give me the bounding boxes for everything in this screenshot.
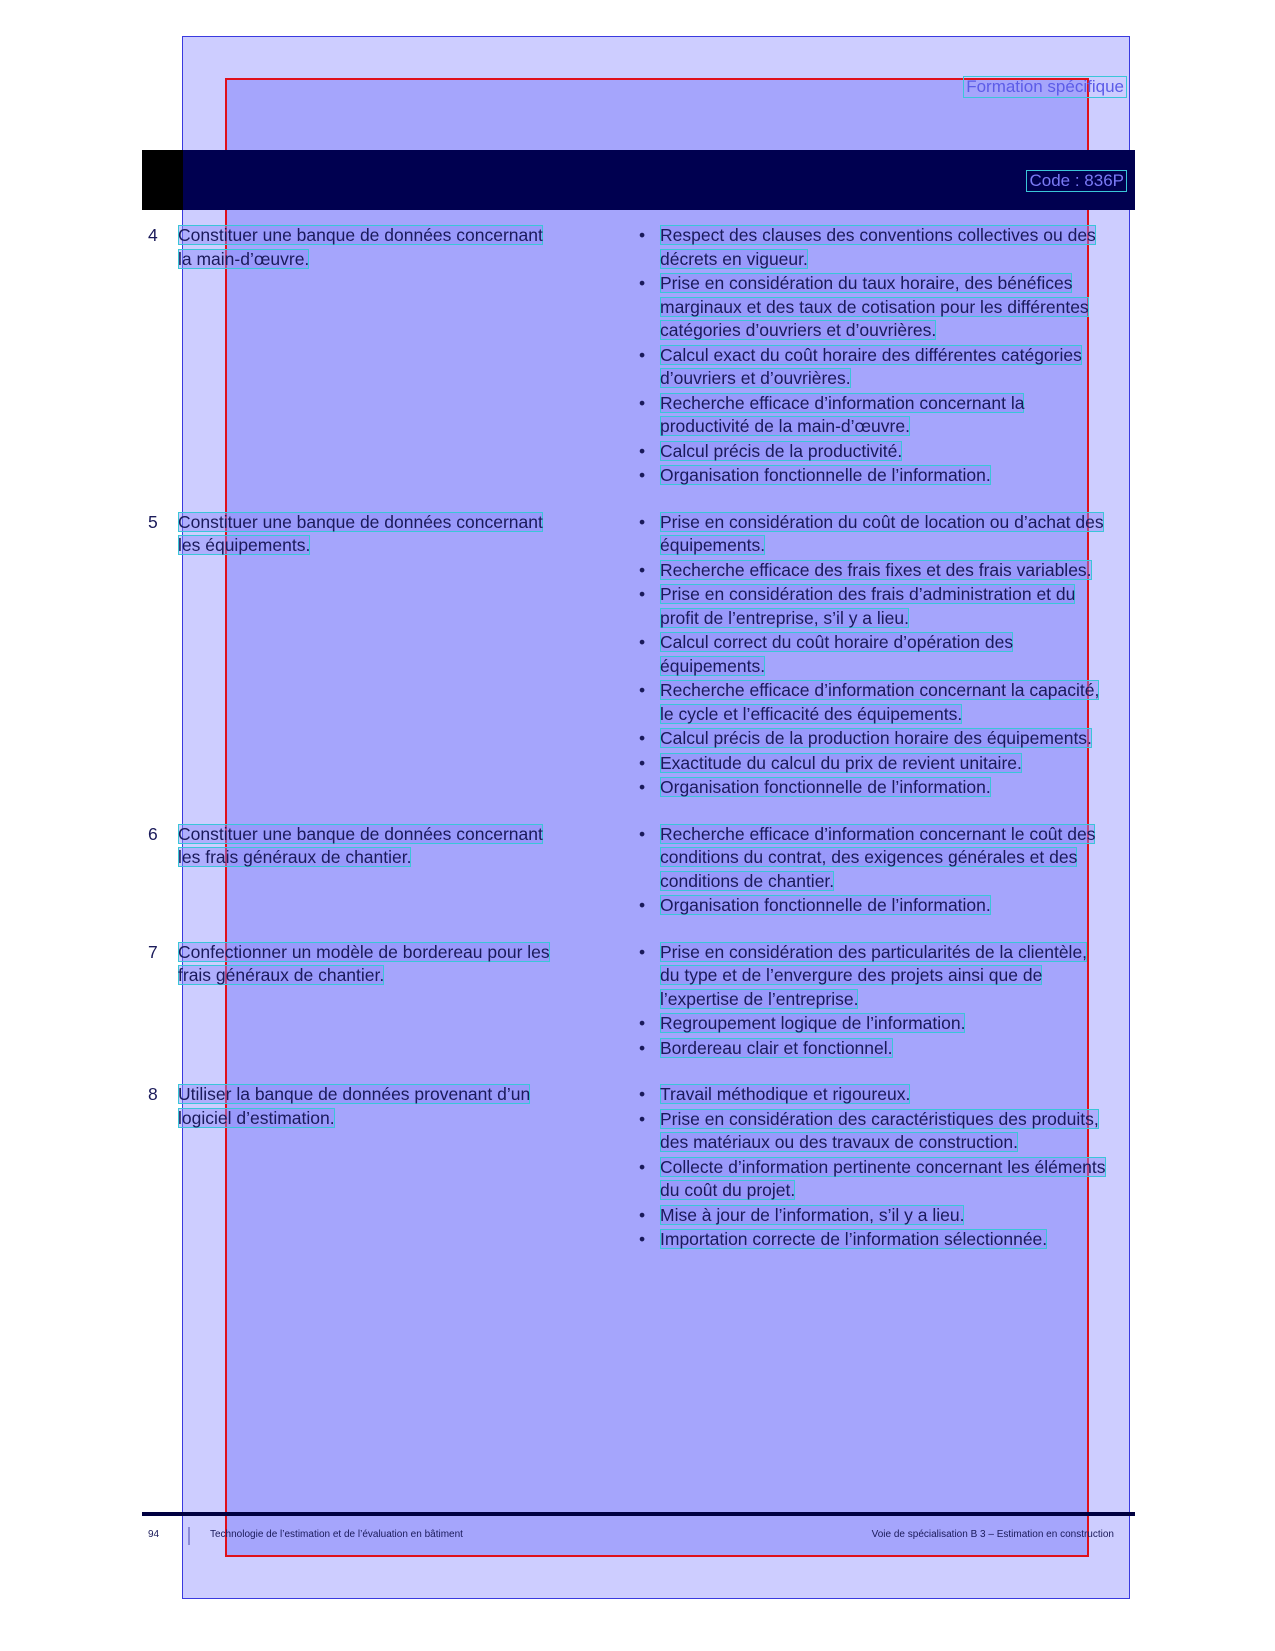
- bullet-icon: •: [639, 273, 646, 293]
- list-item: • Calcul précis de la productivité.: [638, 440, 1108, 464]
- footer-divider: [188, 1527, 190, 1545]
- page-number: 94: [148, 1529, 160, 1540]
- bullet-icon: •: [639, 895, 646, 915]
- list-item: • Recherche efficace d’information concernant le coût des conditions du contrat, des exigences générales et des conditions de chantier.: [639, 823, 1096, 891]
- bullet-icon: •: [639, 1108, 646, 1129]
- list-item: • Prise en considération des frais d’administration et du profit de l’entreprise, s’il y a lieu.: [639, 584, 1076, 628]
- task-line: la main-d’œuvre.: [178, 248, 310, 269]
- table-row: [148, 941, 1123, 1062]
- row-number: 8: [148, 1084, 158, 1104]
- list-item: • Calcul précis de la production horaire des équipements.: [638, 727, 1108, 751]
- task-description: [178, 511, 638, 558]
- bullet-icon: •: [639, 777, 646, 797]
- task-line: les frais généraux de chantier.: [178, 847, 412, 867]
- list-item: • Bordereau clair et fonctionnel.: [638, 1037, 1108, 1061]
- task-line: Constituer une banque de données concernant: [178, 823, 543, 844]
- row-number: 4: [148, 225, 158, 245]
- header-bar: [142, 150, 1135, 210]
- list-item: • Collecte d’information pertinente concernant les éléments du coût du projet.: [639, 1156, 1106, 1200]
- list-item: • Organisation fonctionnelle de l’information.: [638, 894, 1108, 918]
- list-item: • Organisation fonctionnelle de l’information.: [638, 464, 1108, 488]
- bullet-icon: •: [639, 1204, 646, 1225]
- footer-book-title: Technologie de l’estimation et de l’évaluation en bâtiment: [210, 1529, 463, 1540]
- bullet-icon: •: [639, 1084, 646, 1104]
- footer-program: Voie de spécialisation B 3 – Estimation en construction: [871, 1529, 1114, 1540]
- task-line: Utiliser la banque de données provenant d’un: [178, 1084, 531, 1104]
- criteria-table: [148, 224, 1123, 1253]
- footer-rule: [142, 1512, 1135, 1516]
- bullet-icon: •: [639, 344, 646, 365]
- bullet-icon: •: [639, 941, 646, 962]
- row-number: 7: [148, 941, 158, 962]
- list-item: • Recherche efficace des frais fixes et des frais variables.: [638, 559, 1108, 583]
- list-item: • Prise en considération des particularités de la clientèle, du type et de l’envergure des projets ainsi que de l’expertise de l’entreprise.: [639, 941, 1088, 1009]
- list-item: • Respect des clauses des conventions collectives ou des décrets en vigueur.: [639, 225, 1096, 269]
- list-item: • Prise en considération du taux horaire, des bénéfices marginaux et des taux de cotisation pour les différentes catégories d’ouvriers et d’ouvrières.: [639, 273, 1089, 340]
- list-item: • Prise en considération des caractéristiques des produits, des matériaux ou des travaux de construction.: [639, 1108, 1099, 1152]
- table-row: [148, 511, 1123, 801]
- criteria-list: [638, 224, 1108, 489]
- row-number: 5: [148, 511, 158, 532]
- table-row: [148, 224, 1123, 489]
- criteria-list: [638, 941, 1108, 1062]
- bullet-icon: •: [639, 1156, 646, 1177]
- criteria-list: [638, 1083, 1108, 1253]
- bullet-icon: •: [639, 1229, 646, 1249]
- task-line: Constituer une banque de données concernant: [178, 511, 543, 532]
- bullet-icon: •: [639, 680, 646, 700]
- bullet-icon: •: [639, 584, 646, 604]
- task-line: Constituer une banque de données concernant: [178, 225, 543, 245]
- task-line: frais généraux de chantier.: [178, 965, 385, 985]
- bullet-icon: •: [639, 752, 646, 773]
- list-item: • Calcul exact du coût horaire des différentes catégories d’ouvriers et d’ouvrières.: [639, 344, 1082, 388]
- row-number: 6: [148, 823, 158, 844]
- bullet-icon: •: [639, 1037, 646, 1058]
- list-item: • Regroupement logique de l’information.: [638, 1012, 1108, 1036]
- task-description: [178, 1083, 638, 1130]
- task-line: logiciel d’estimation.: [178, 1107, 335, 1128]
- bullet-icon: •: [639, 632, 646, 652]
- criteria-list: [638, 823, 1108, 919]
- bullet-icon: •: [639, 225, 646, 245]
- bullet-icon: •: [639, 465, 646, 485]
- list-item: • Mise à jour de l’information, s’il y a lieu.: [638, 1204, 1108, 1228]
- table-row: [148, 1083, 1123, 1253]
- task-description: [178, 941, 638, 988]
- task-description: [178, 823, 638, 870]
- list-item: • Exactitude du calcul du prix de revient unitaire.: [638, 752, 1108, 776]
- table-row: [148, 823, 1123, 919]
- list-item: • Importation correcte de l’information sélectionnée.: [638, 1228, 1108, 1252]
- task-line: Confectionner un modèle de bordereau pour les: [178, 941, 550, 962]
- header-bar-tab: [142, 150, 183, 210]
- bullet-icon: •: [639, 728, 646, 748]
- program-code: Code : 836P: [1026, 170, 1127, 192]
- list-item: • Prise en considération du coût de location ou d’achat des équipements.: [639, 511, 1104, 555]
- bullet-icon: •: [639, 511, 646, 532]
- bullet-icon: •: [639, 1013, 646, 1033]
- bullet-icon: •: [639, 392, 646, 413]
- section-label: Formation spécifique: [963, 76, 1127, 98]
- list-item: • Calcul correct du coût horaire d’opération des équipements.: [639, 632, 1014, 676]
- task-line: les équipements.: [178, 535, 311, 555]
- task-description: [178, 224, 638, 271]
- bullet-icon: •: [639, 823, 646, 844]
- bullet-icon: •: [639, 440, 646, 461]
- criteria-list: [638, 511, 1108, 801]
- list-item: • Organisation fonctionnelle de l’information.: [638, 776, 1108, 800]
- list-item: • Travail méthodique et rigoureux.: [638, 1083, 1108, 1107]
- bullet-icon: •: [639, 559, 646, 580]
- list-item: • Recherche efficace d’information concernant la productivité de la main-d’œuvre.: [639, 392, 1025, 436]
- list-item: • Recherche efficace d’information concernant la capacité, le cycle et l’efficacité des équipements.: [639, 680, 1100, 724]
